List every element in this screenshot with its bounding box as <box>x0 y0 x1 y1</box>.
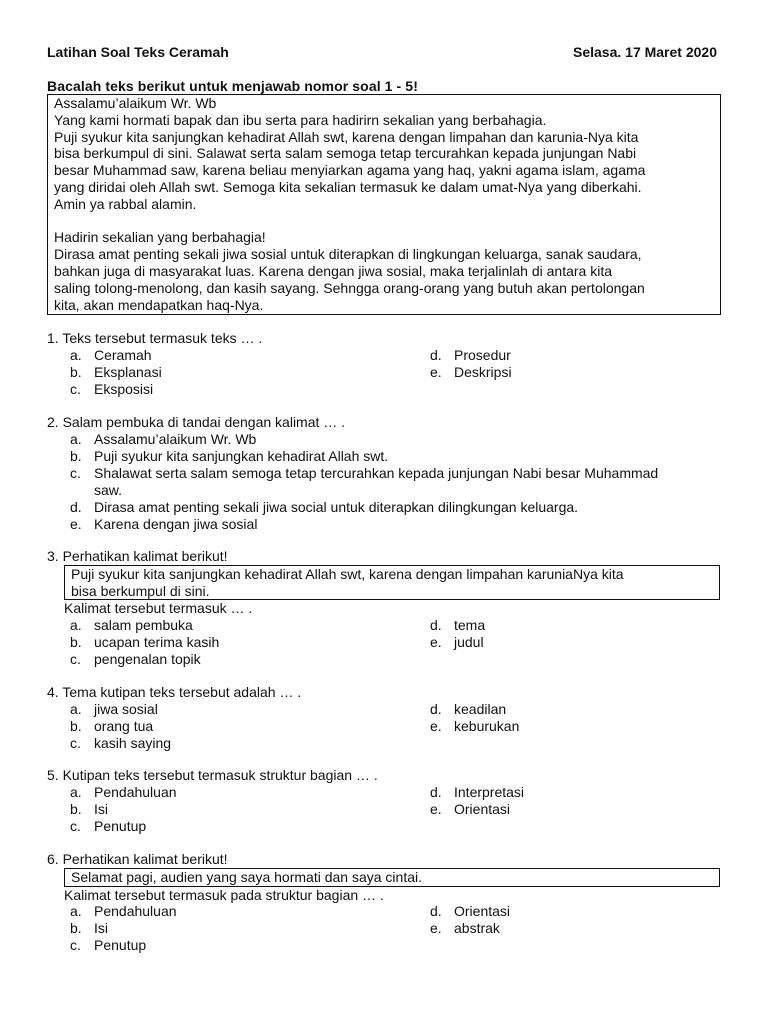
question-stem: 4. Tema kutipan teks tersebut adalah … . <box>47 684 302 700</box>
worksheet-date: Selasa. 17 Maret 2020 <box>573 44 717 60</box>
page-header <box>47 44 717 62</box>
passage-line: saling tolong-menolong, dan kasih sayang. Sehngga orang-orang yang butuh akan pertolongan <box>54 279 645 296</box>
option-c[interactable]: c. pengenalan topik <box>70 651 201 668</box>
question-substem: Kalimat tersebut termasuk … . <box>64 600 253 617</box>
option-d[interactable]: d. Dirasa amat penting sekali jiwa social untuk diterapkan dilingkungan keluarga. <box>70 498 579 515</box>
option-a[interactable]: a. jiwa sosial <box>70 700 158 717</box>
option-d[interactable]: d. Interpretasi <box>430 783 525 800</box>
quote-box <box>64 868 720 887</box>
passage-line: Dirasa amat penting sekali jiwa sosial untuk diterapkan di lingkungan keluarga, sanak saudara, <box>54 246 642 263</box>
question-2 <box>47 414 727 533</box>
question-6 <box>47 851 727 954</box>
quote-line: Selamat pagi, audien yang saya hormati dan saya cintai. <box>71 868 422 885</box>
option-c[interactable]: c. Shalawat serta salam semoga tetap tercurahkan kepada junjungan Nabi besar Muhammad <box>70 464 659 481</box>
option-list <box>47 701 727 752</box>
option-a[interactable]: a. Ceramah <box>70 346 152 363</box>
passage-line: besar Muhammad saw, karena beliau menyiarkan agama yang haq, yakni agama islam, agama <box>54 162 646 179</box>
option-e[interactable]: e. Orientasi <box>430 800 511 817</box>
option-list <box>47 784 727 835</box>
passage-line: bahkan juga di masyarakat luas. Karena dengan jiwa sosial, maka terjalinlah di antara kita <box>54 262 612 279</box>
question-4 <box>47 684 727 752</box>
option-c-continuation: saw. <box>94 481 123 498</box>
question-stem: 1. Teks tersebut termasuk teks … . <box>47 330 263 346</box>
passage-line: Hadirin sekalian yang berbahagia! <box>54 229 266 246</box>
question-stem: 2. Salam pembuka di tandai dengan kalimat … . <box>47 414 346 430</box>
option-c[interactable]: c. Eksposisi <box>70 380 154 397</box>
option-e[interactable]: e. abstrak <box>430 920 500 937</box>
option-a[interactable]: a. Pendahuluan <box>70 783 177 800</box>
passage-line: kita, akan mendapatkan haq-Nya. <box>54 296 264 313</box>
option-list <box>47 617 727 668</box>
passage-box <box>47 94 721 315</box>
option-e[interactable]: e. Deskripsi <box>430 363 512 380</box>
option-e[interactable]: e. Karena dengan jiwa sosial <box>70 515 258 532</box>
passage-line: yang diridai oleh Allah swt. Semoga kita sekalian termasuk ke dalam umat-Nya yang diberkahi. <box>54 178 642 195</box>
reading-instruction: Bacalah teks berikut untuk menjawab nomor soal 1 - 5! <box>47 78 418 94</box>
option-d[interactable]: d. keadilan <box>430 700 507 717</box>
option-b[interactable]: b. orang tua <box>70 717 154 734</box>
paragraph-gap <box>54 213 714 230</box>
question-stem: 3. Perhatikan kalimat berikut! <box>47 548 228 564</box>
option-c[interactable]: c. Penutup <box>70 937 147 954</box>
option-c[interactable]: c. Penutup <box>70 817 147 834</box>
option-e[interactable]: e. keburukan <box>430 717 520 734</box>
question-stem: 5. Kutipan teks tersebut termasuk struktur bagian … . <box>47 767 378 783</box>
option-e[interactable]: e. judul <box>430 634 484 651</box>
option-d[interactable]: d. tema <box>430 617 486 634</box>
option-b[interactable]: b. Puji syukur kita sanjungkan kehadirat Allah swt. <box>70 447 389 464</box>
question-1 <box>47 330 727 398</box>
worksheet-title: Latihan Soal Teks Ceramah <box>47 44 229 60</box>
option-a[interactable]: a. Assalamu’alaikum Wr. Wb <box>70 430 257 447</box>
quote-line: Puji syukur kita sanjungkan kehadirat Allah swt, karena dengan limpahan karuniaNya kita <box>71 565 624 582</box>
passage-line: Amin ya rabbal alamin. <box>54 195 197 212</box>
quote-box <box>64 565 720 601</box>
passage-line: Puji syukur kita sanjungkan kehadirat Allah swt, karena dengan limpahan dan karunia-Nya kita <box>54 128 639 145</box>
option-d[interactable]: d. Orientasi <box>430 903 511 920</box>
question-substem: Kalimat tersebut termasuk pada struktur bagian … . <box>64 886 384 903</box>
question-3 <box>47 548 727 668</box>
quote-line: bisa berkumpul di sini. <box>71 582 210 599</box>
option-b[interactable]: b. Isi <box>70 800 108 817</box>
option-c[interactable]: c. kasih saying <box>70 734 172 751</box>
question-stem: 6. Perhatikan kalimat berikut! <box>47 851 228 867</box>
passage-line: bisa berkumpul di sini. Salawat serta salam semoga tetap tercurahkan kepada junjungan Nabi <box>54 145 637 162</box>
passage-line: Yang kami hormati bapak dan ibu serta para hadirirn sekalian yang berbahagia. <box>54 111 547 128</box>
option-b[interactable]: b. Isi <box>70 920 108 937</box>
option-list <box>47 903 727 954</box>
option-list <box>47 347 727 398</box>
question-5 <box>47 767 727 835</box>
option-b[interactable]: b. Eksplanasi <box>70 363 162 380</box>
option-d[interactable]: d. Prosedur <box>430 346 511 363</box>
option-list <box>47 431 727 533</box>
option-b[interactable]: b. ucapan terima kasih <box>70 634 220 651</box>
passage-line: Assalamu’alaikum Wr. Wb <box>54 95 217 111</box>
option-a[interactable]: a. salam pembuka <box>70 617 193 634</box>
option-a[interactable]: a. Pendahuluan <box>70 903 177 920</box>
